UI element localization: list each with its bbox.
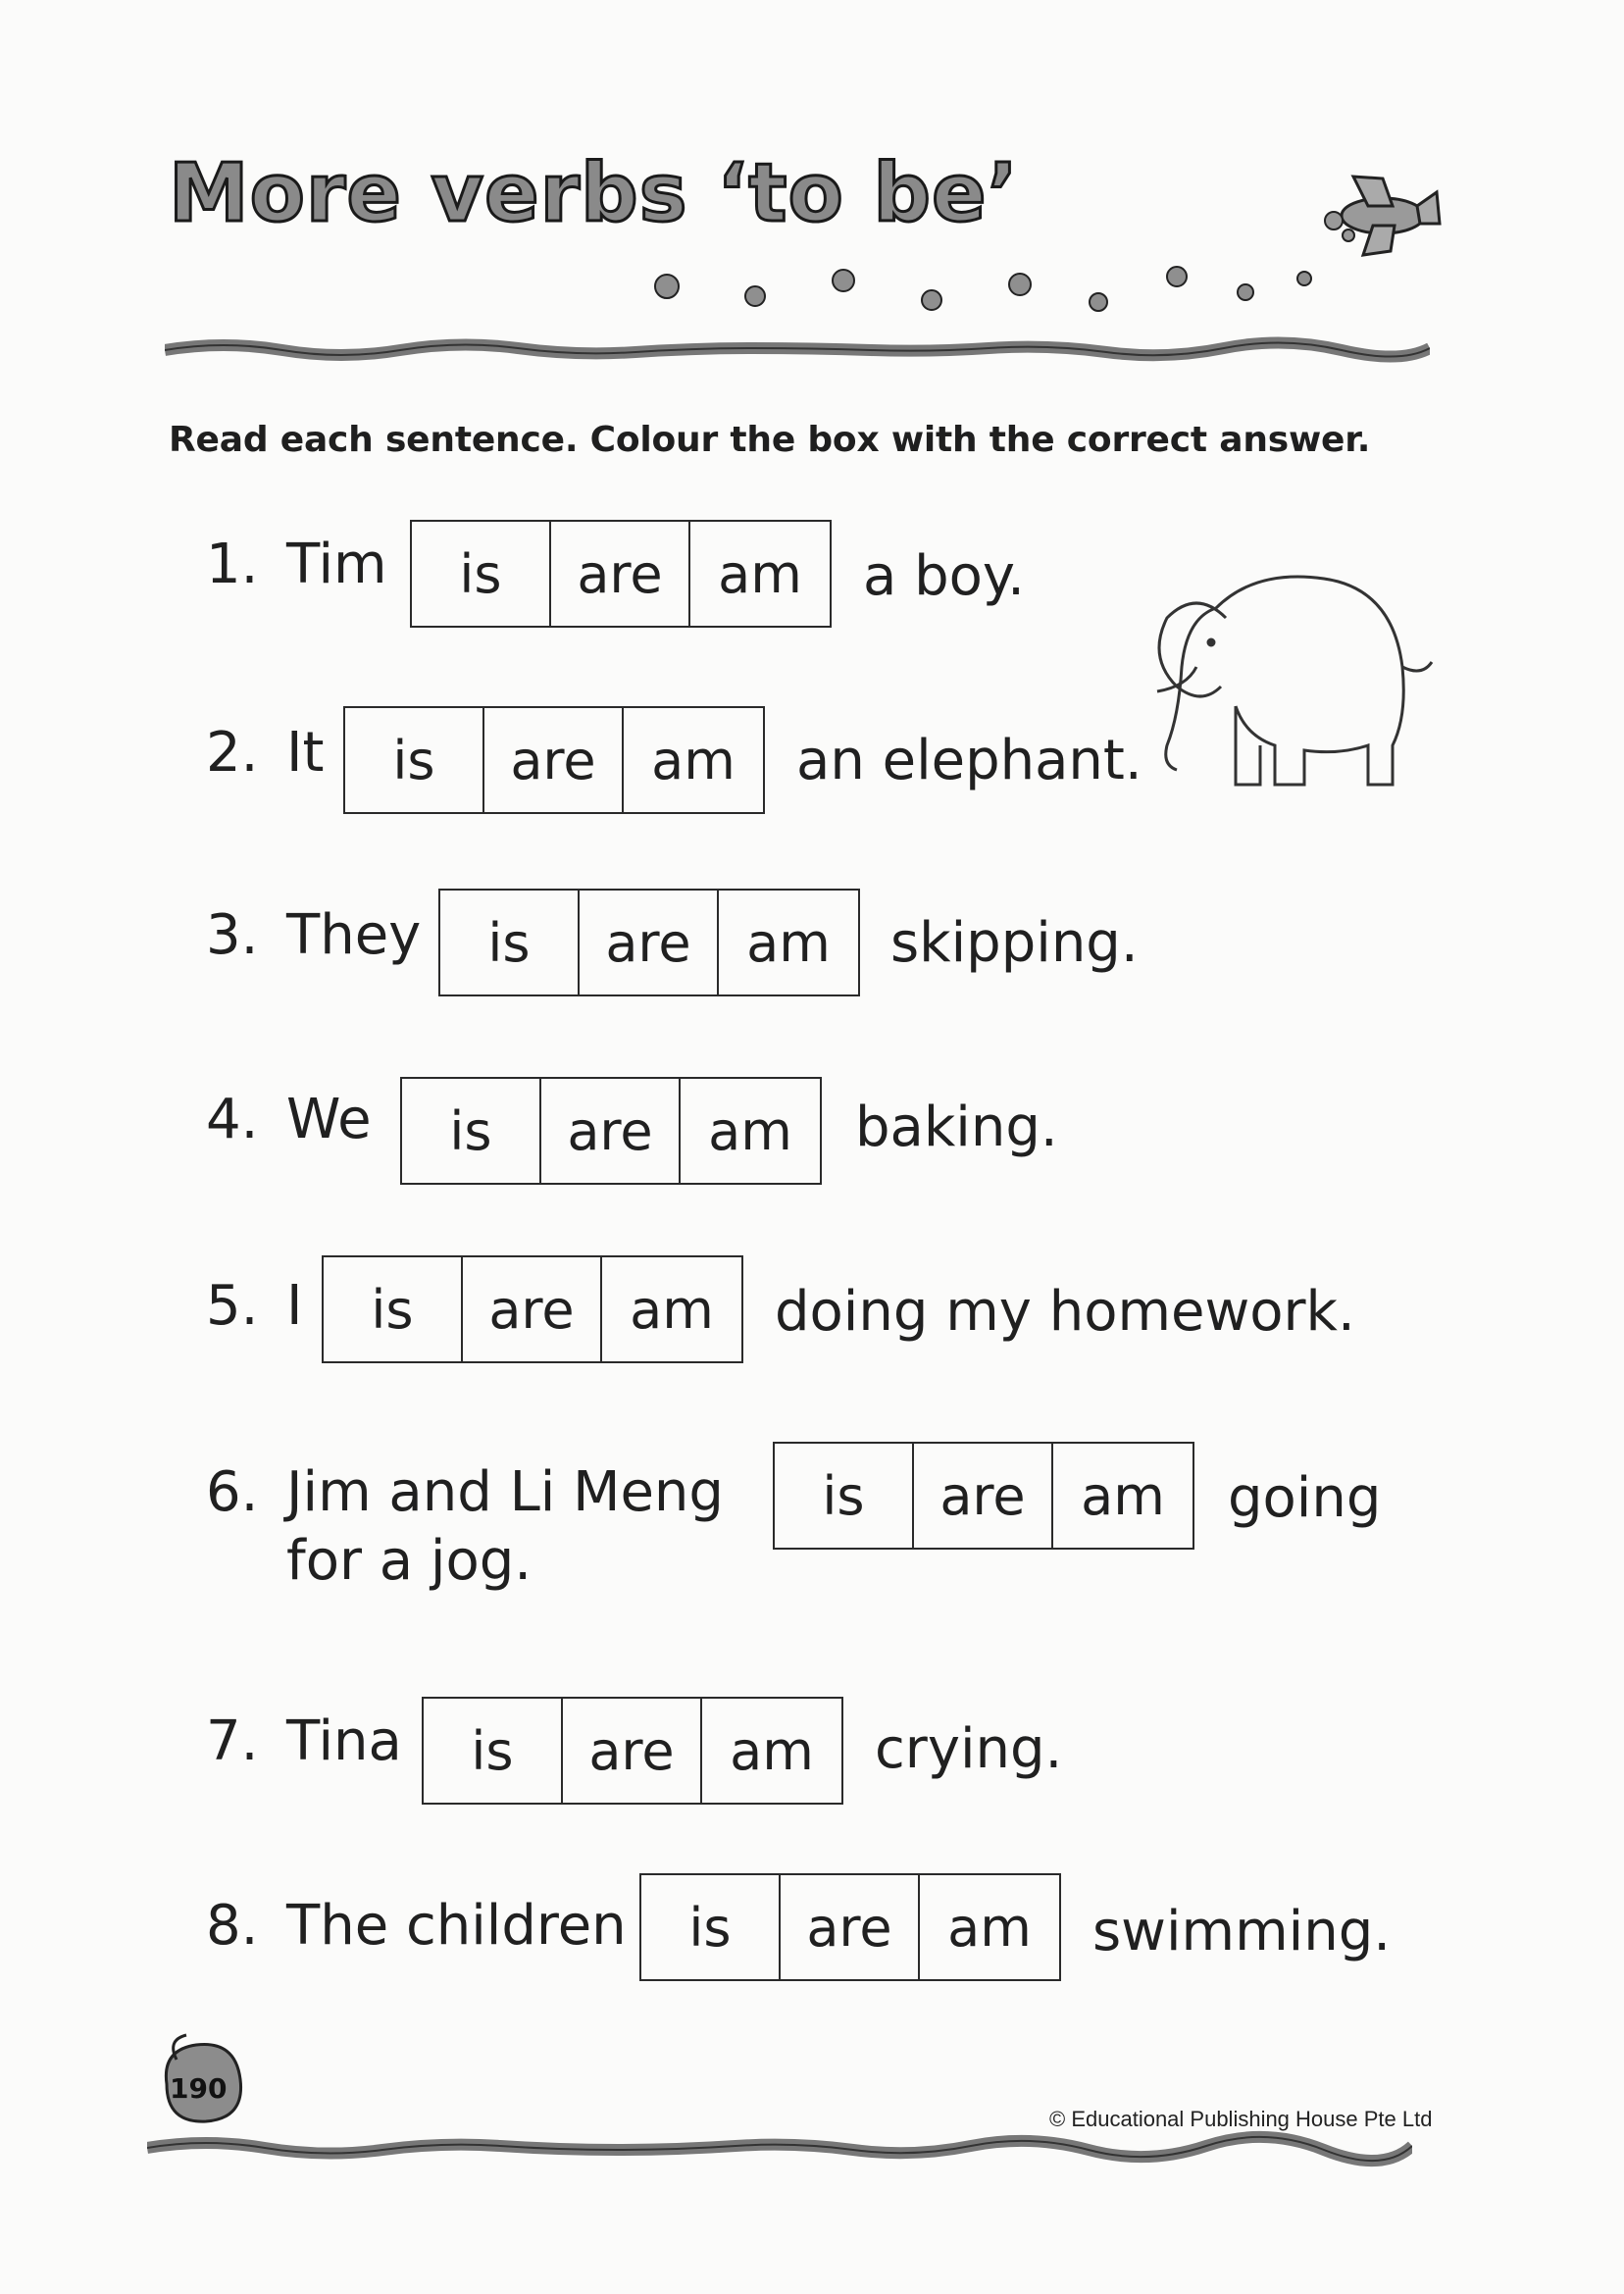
elephant-illustration [1128,549,1442,804]
sentence-end-4: baking. [855,1096,1058,1159]
option-is[interactable]: is [402,1079,541,1183]
answer-boxes-4 [400,1077,822,1185]
top-divider [165,329,1430,368]
option-is[interactable]: is [345,708,484,812]
page-title: More verbs ‘to be’ [169,147,1019,240]
option-am[interactable]: am [718,542,802,605]
question-number: 5. [206,1274,259,1338]
airplane-icon [1314,167,1451,265]
answer-boxes-6 [773,1442,1194,1550]
sentence-continuation-6: for a jog. [286,1529,533,1593]
sentence-end-2: an elephant. [796,729,1142,792]
answer-boxes-7 [422,1697,843,1805]
option-are[interactable]: are [551,522,690,626]
option-is[interactable]: is [412,522,551,626]
option-are[interactable]: are [541,1079,681,1183]
answer-boxes-3 [438,889,860,996]
option-am[interactable]: am [1081,1464,1165,1527]
answer-boxes-1 [410,520,832,628]
option-are[interactable]: are [563,1699,702,1803]
question-number: 4. [206,1088,259,1151]
question-number: 7. [206,1709,259,1773]
option-are[interactable]: are [484,708,624,812]
option-are[interactable]: are [463,1257,602,1361]
sentence-start: I [286,1274,303,1338]
sentence-start: We [286,1088,372,1151]
option-am[interactable]: am [651,729,736,791]
sentence-start: Tina [286,1709,402,1773]
sentence-start: Jim and Li Meng [286,1460,724,1524]
question-number: 3. [206,903,259,967]
option-is[interactable]: is [440,891,580,994]
question-number: 8. [206,1894,259,1958]
bottom-divider [147,2128,1412,2167]
answer-boxes-5 [322,1255,743,1363]
option-am[interactable]: am [746,911,831,974]
copyright-text: © Educational Publishing House Pte Ltd [1049,2107,1433,2131]
page-number: 190 [170,2072,228,2105]
option-is[interactable]: is [324,1257,463,1361]
answer-boxes-2 [343,706,765,814]
instruction-text: Read each sentence. Colour the box with the correct answer. [169,420,1371,460]
sentence-start: It [286,721,325,785]
option-am[interactable]: am [947,1896,1032,1959]
sentence-end-3: skipping. [890,911,1139,975]
option-are[interactable]: are [781,1875,920,1979]
question-number: 2. [206,721,259,785]
option-are[interactable]: are [580,891,719,994]
sentence-end-5: doing my homework. [775,1280,1355,1344]
option-am[interactable]: am [708,1099,792,1162]
option-is[interactable]: is [641,1875,781,1979]
question-number: 6. [206,1460,259,1524]
option-are[interactable]: are [914,1444,1053,1548]
sentence-start: Tim [286,533,387,596]
option-is[interactable]: is [424,1699,563,1803]
sentence-end-8: swimming. [1092,1900,1392,1963]
question-number: 1. [206,533,259,596]
option-is[interactable]: is [775,1444,914,1548]
sentence-start: They [286,903,422,967]
sentence-end-1: a boy. [863,544,1025,608]
flower-trail-icon [628,257,1334,326]
option-am[interactable]: am [630,1278,714,1341]
option-am[interactable]: am [730,1719,814,1782]
sentence-start: The children [286,1894,627,1958]
sentence-end-7: crying. [875,1717,1063,1781]
answer-boxes-8 [639,1873,1061,1981]
sentence-end-6: going [1228,1466,1382,1530]
